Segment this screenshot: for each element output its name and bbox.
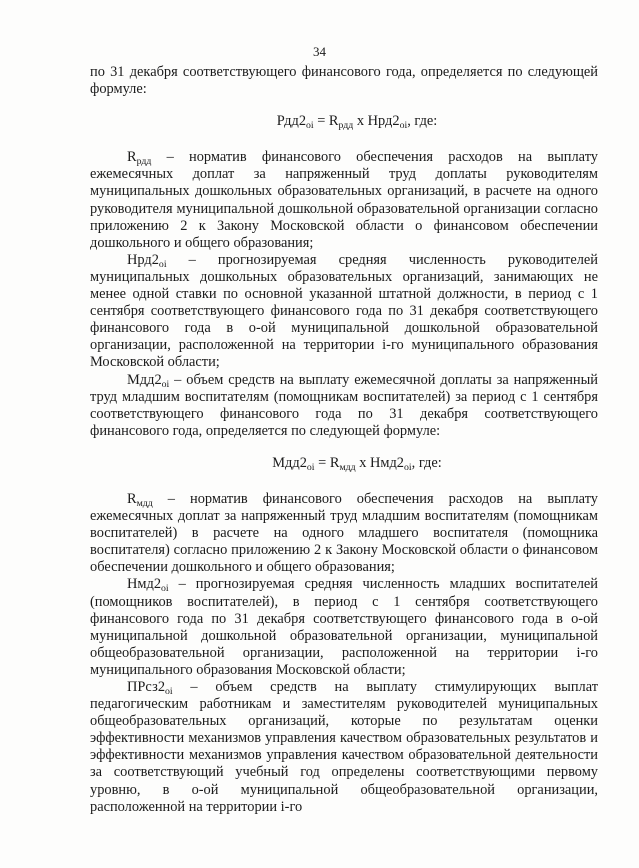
subscript: рдд bbox=[338, 120, 354, 132]
subscript: oi bbox=[161, 583, 169, 595]
subscript: oi bbox=[306, 120, 314, 132]
text-run: , где: bbox=[411, 454, 442, 471]
text-run: = R bbox=[313, 113, 339, 130]
text-run: – объем средств на выплату ежемесячной доплаты за напряженный труд младшим воспитателям (помощникам воспитателей) за период с 1 сентября соответствующего финансового года по 31 декабря соответствующего финансового года, определяется по следующей формуле: bbox=[90, 371, 598, 439]
paragraph bbox=[90, 679, 598, 816]
paragraph bbox=[90, 372, 598, 440]
text-run: – норматив финансового обеспечения расходов на выплату ежемесячных доплат за напряженный труд доплаты руководителям муниципальных дошкольных образовательных организаций, в расчете на одного руководителя муниципальной дошкольной образовательной организации согласно приложению 2 к Закону Московской области о финансовом обеспечении дошкольного и общего образования; bbox=[90, 149, 598, 251]
paragraph bbox=[90, 149, 598, 252]
paragraph bbox=[90, 64, 598, 98]
text-run: – норматив финансового обеспечения расходов на выплату ежемесячных доплат за напряженный труд младшим воспитателям (помощникам воспитателей) в расчете на одного младшего воспитателя (помощника воспитателя) согласно приложению 2 к Закону Московской области о финансовом обеспечении дошкольного и общего образования; bbox=[90, 490, 598, 576]
subscript: oi bbox=[399, 120, 408, 132]
text-run: Мдд2 bbox=[272, 454, 307, 471]
text-run: R bbox=[127, 149, 137, 166]
subscript: oi bbox=[404, 461, 412, 473]
subscript: рдд bbox=[136, 156, 152, 168]
subscript: oi bbox=[158, 258, 167, 270]
paragraph bbox=[90, 491, 598, 576]
text-run: Мдд2 bbox=[127, 371, 162, 388]
text-run: – прогнозируемая средняя численность младших воспитателей (помощников воспитателей), в период с 1 сентября соответствующего финансового года по 31 декабря соответствующего финансового года в о-ой муниципальной дошкольной образовательной организации, муниципальной общеобразовательной организации, расположенной на территории i-го муниципального образования Московской области; bbox=[90, 576, 598, 678]
text-run: х Нрд2 bbox=[353, 113, 400, 130]
text-run: Рдд2 bbox=[276, 113, 307, 130]
text-run: – прогнозируемая средняя численность руководителей муниципальных дошкольных образовательных организаций, занимающих не менее одной ставки по основной указанной штатной должности, в период с 1 сентября соответствующего финансового года по 31 декабря соответствующего финансового года в о-ой муниципальной дошкольной образовательной организации, расположенной на территории i-го муниципального образования Московской области; bbox=[90, 251, 598, 371]
text-run: Нрд2 bbox=[127, 251, 159, 268]
paragraph bbox=[90, 252, 598, 372]
paragraph bbox=[90, 576, 598, 679]
subscript: oi bbox=[165, 685, 173, 697]
text-run: по 31 декабря соответствующего финансового года, определяется по следующей формуле: bbox=[90, 64, 598, 98]
text-run: ПРсз2 bbox=[127, 679, 166, 695]
text-run: = R bbox=[314, 454, 340, 471]
document-body bbox=[90, 64, 598, 816]
subscript: oi bbox=[306, 461, 315, 473]
subscript: мдд bbox=[136, 497, 153, 509]
text-run: – объем средств на выплату стимулирующих выплат педагогическим работникам и заместителям руководителей муниципальных общеобразовательных организаций, которые по результатам оценки эффективности механизмов управления качеством образовательных результатов и эффективности механизмов управления качеством образовательной деятельности за соответствующий учебный год определены соответствующими первому уровню, в о-ой муниципальной общеобразовательной организации, расположенной на территории i-го bbox=[90, 679, 598, 815]
subscript: мдд bbox=[339, 461, 356, 473]
formula bbox=[90, 455, 598, 472]
text-run: х Нмд2 bbox=[355, 454, 405, 471]
text-run: , где: bbox=[407, 113, 438, 130]
page-number: 34 bbox=[313, 44, 326, 59]
text-run: Нмд2 bbox=[127, 576, 162, 593]
subscript: oi bbox=[161, 378, 170, 390]
text-run: R bbox=[127, 490, 137, 507]
formula bbox=[90, 113, 598, 130]
